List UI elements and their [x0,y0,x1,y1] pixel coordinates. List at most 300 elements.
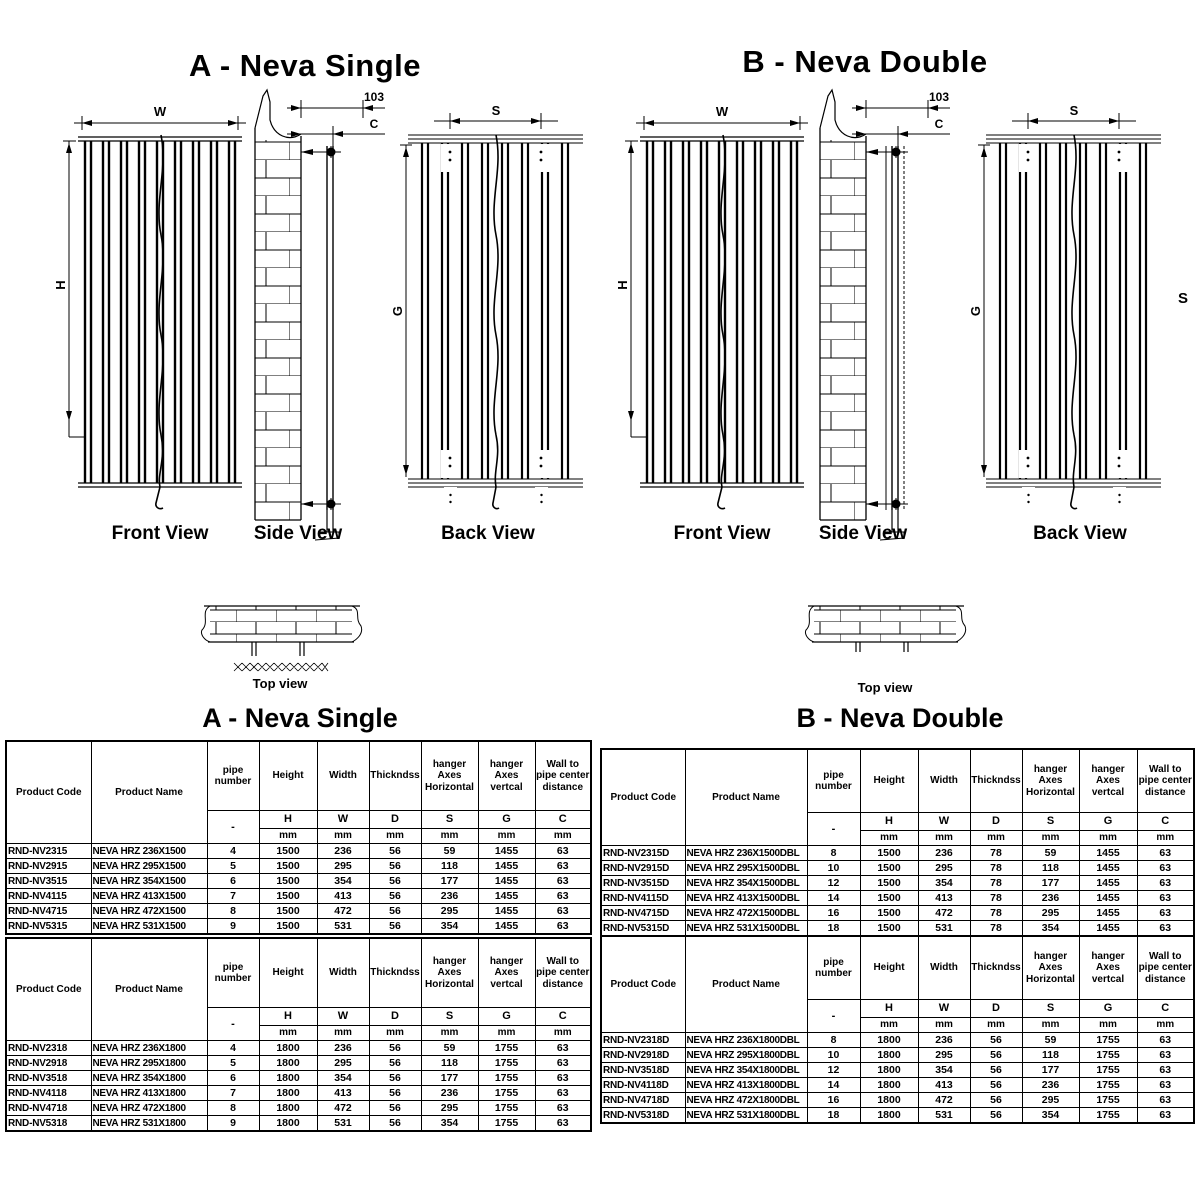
symbol-w: W [317,811,369,829]
table-row [6,1041,591,1056]
height-cell: 1500 [860,921,918,937]
height-cell: 1500 [259,859,317,874]
unit-mm: mm [860,1018,918,1033]
section-title-single: A - Neva Single [188,48,422,83]
symbol-h: H [860,813,918,831]
product-code-cell: RND-NV4115 [6,889,91,904]
wall-distance-cell: 63 [535,1041,591,1056]
wall-distance-cell: 63 [535,1116,591,1132]
unit-mm: mm [1079,1018,1137,1033]
product-name-cell: NEVA HRZ 295X1500 [91,859,207,874]
table-row [6,919,591,935]
product-code-cell: RND-NV2315 [6,844,91,859]
height-cell: 1800 [259,1086,317,1101]
hanger-horizontal-cell: 295 [1022,1093,1079,1108]
product-name-cell: NEVA HRZ 354X1800 [91,1071,207,1086]
product-code-cell: RND-NV3518 [6,1071,91,1086]
product-code-cell: RND-NV3515D [601,876,685,891]
hanger-vertical-cell: 1755 [478,1101,535,1116]
pipe-number-cell: 16 [807,1093,860,1108]
height-cell: 1500 [860,891,918,906]
col-header-product-code: Product Code [6,938,91,1041]
col-header-thickness: Thickndss [970,936,1022,1000]
width-cell: 472 [317,904,369,919]
wall-distance-cell: 63 [1137,906,1194,921]
col-header-hanger-vertical: hanger Axes vertcal [478,741,535,811]
height-cell: 1800 [259,1071,317,1086]
hanger-horizontal-cell: 59 [421,1041,478,1056]
product-code-cell: RND-NV5318 [6,1116,91,1132]
col-header-hanger-horizontal: hanger Axes Horizontal [421,938,478,1008]
height-cell: 1500 [860,906,918,921]
unit-mm: mm [259,1026,317,1041]
width-cell: 531 [918,921,970,937]
height-cell: 1500 [259,919,317,935]
hanger-horizontal-cell: 59 [1022,846,1079,861]
side-view-label-single: Side View [253,523,343,544]
hanger-horizontal-cell: 354 [421,1116,478,1132]
table-row [6,859,591,874]
unit-mm: mm [970,1018,1022,1033]
front-view-label-double: Front View [673,523,771,544]
product-code-cell: RND-NV3518D [601,1063,685,1078]
product-name-cell: NEVA HRZ 413X1800 [91,1086,207,1101]
width-cell: 236 [918,1033,970,1048]
symbol-d: D [369,1008,421,1026]
hanger-horizontal-cell: 295 [421,904,478,919]
unit-mm: mm [317,1026,369,1041]
symbol-d: D [369,811,421,829]
thickness-cell: 56 [369,874,421,889]
hanger-vertical-cell: 1455 [478,844,535,859]
product-name-cell: NEVA HRZ 295X1800DBL [685,1048,807,1063]
top-view-drawing-single [196,598,366,682]
thickness-cell: 56 [970,1033,1022,1048]
symbol-h: H [860,1000,918,1018]
wall-distance-cell: 63 [535,874,591,889]
thickness-cell: 56 [369,1071,421,1086]
wall-distance-cell: 63 [535,844,591,859]
symbol-dash: - [807,813,860,846]
symbol-w: W [918,1000,970,1018]
hanger-horizontal-cell: 177 [421,874,478,889]
side-view-label-double: Side View [818,523,908,544]
product-name-cell: NEVA HRZ 531X1800DBL [685,1108,807,1124]
pipe-number-cell: 9 [207,919,259,935]
unit-mm: mm [478,829,535,844]
col-header-pipe-number: pipe number [807,749,860,813]
product-code-cell: RND-NV4718 [6,1101,91,1116]
spec-table-double-1500 [600,748,1195,937]
col-header-width: Width [317,741,369,811]
thickness-cell: 78 [970,891,1022,906]
unit-mm: mm [535,1026,591,1041]
col-header-width: Width [317,938,369,1008]
table-row [6,844,591,859]
width-cell: 472 [918,1093,970,1108]
table-row [6,889,591,904]
wall-distance-cell: 63 [535,889,591,904]
table-row [601,861,1194,876]
hanger-vertical-cell: 1755 [1079,1093,1137,1108]
col-header-hanger-horizontal: hanger Axes Horizontal [1022,749,1079,813]
thickness-cell: 56 [970,1063,1022,1078]
width-cell: 413 [317,889,369,904]
unit-mm: mm [1022,1018,1079,1033]
hanger-vertical-cell: 1455 [1079,921,1137,937]
width-cell: 295 [918,861,970,876]
col-header-hanger-vertical: hanger Axes vertcal [1079,936,1137,1000]
height-cell: 1500 [259,844,317,859]
dim-103-label: 103 [363,90,385,104]
unit-mm: mm [421,829,478,844]
wall-distance-cell: 63 [535,1101,591,1116]
col-header-width: Width [918,749,970,813]
product-name-cell: NEVA HRZ 531X1500 [91,919,207,935]
pipe-number-cell: 16 [807,906,860,921]
dim-w-label: W [715,104,729,119]
hanger-horizontal-cell: 177 [421,1071,478,1086]
table-row [6,1101,591,1116]
wall-distance-cell: 63 [535,859,591,874]
hanger-vertical-cell: 1755 [1079,1078,1137,1093]
symbol-w: W [918,813,970,831]
col-header-wall-distance: Wall to pipe center distance [1137,749,1194,813]
unit-mm: mm [535,829,591,844]
unit-mm: mm [421,1026,478,1041]
dim-g-label: G [390,305,405,317]
width-cell: 354 [918,1063,970,1078]
product-name-cell: NEVA HRZ 472X1800 [91,1101,207,1116]
hanger-vertical-cell: 1455 [478,874,535,889]
side-view-drawing-single [243,88,393,546]
table-row [601,1078,1194,1093]
hanger-horizontal-cell: 354 [1022,921,1079,937]
product-name-cell: NEVA HRZ 472X1500DBL [685,906,807,921]
product-code-cell: RND-NV4118 [6,1086,91,1101]
product-name-cell: NEVA HRZ 354X1500DBL [685,876,807,891]
front-view-drawing-single [53,104,260,517]
back-view-drawing-double [968,103,1171,517]
symbol-d: D [970,1000,1022,1018]
product-name-cell: NEVA HRZ 413X1500DBL [685,891,807,906]
hanger-horizontal-cell: 118 [1022,861,1079,876]
symbol-w: W [317,1008,369,1026]
spec-table-single-1500 [5,740,592,935]
product-name-cell: NEVA HRZ 236X1800 [91,1041,207,1056]
dim-c-label: C [369,117,379,131]
unit-mm: mm [860,831,918,846]
table-row [6,874,591,889]
table-row [601,1048,1194,1063]
wall-distance-cell: 63 [1137,861,1194,876]
unit-mm: mm [918,831,970,846]
table-row [601,1108,1194,1124]
table-title-single: A - Neva Single [202,703,398,733]
thickness-cell: 78 [970,861,1022,876]
product-code-cell: RND-NV2918 [6,1056,91,1071]
pipe-number-cell: 9 [207,1116,259,1132]
hanger-horizontal-cell: 118 [421,1056,478,1071]
pipe-number-cell: 7 [207,1086,259,1101]
symbol-dash: - [207,811,259,844]
symbol-dash: - [207,1008,259,1041]
width-cell: 413 [918,1078,970,1093]
product-code-cell: RND-NV4118D [601,1078,685,1093]
hanger-horizontal-cell: 354 [1022,1108,1079,1124]
col-header-pipe-number: pipe number [807,936,860,1000]
height-cell: 1500 [259,874,317,889]
col-header-product-name: Product Name [91,741,207,844]
thickness-cell: 56 [369,889,421,904]
col-header-pipe-number: pipe number [207,938,259,1008]
hanger-vertical-cell: 1455 [1079,891,1137,906]
col-header-height: Height [860,936,918,1000]
thickness-cell: 56 [369,1056,421,1071]
col-header-wall-distance: Wall to pipe center distance [1137,936,1194,1000]
height-cell: 1800 [860,1108,918,1124]
back-view-label-double: Back View [1033,523,1127,544]
product-code-cell: RND-NV2915 [6,859,91,874]
hanger-horizontal-cell: 236 [421,889,478,904]
unit-mm: mm [1022,831,1079,846]
symbol-h: H [259,1008,317,1026]
hanger-horizontal-cell: 236 [1022,1078,1079,1093]
dim-s-label: S [1069,103,1079,118]
thickness-cell: 78 [970,906,1022,921]
thickness-cell: 56 [369,1041,421,1056]
symbol-s: S [1022,813,1079,831]
pipe-number-cell: 8 [207,904,259,919]
pipe-number-cell: 14 [807,891,860,906]
hanger-vertical-cell: 1755 [1079,1048,1137,1063]
hanger-vertical-cell: 1455 [478,919,535,935]
wall-distance-cell: 63 [535,1086,591,1101]
height-cell: 1500 [860,861,918,876]
side-view-drawing-double [808,88,958,546]
height-cell: 1800 [259,1101,317,1116]
col-header-width: Width [918,936,970,1000]
symbol-h: H [259,811,317,829]
unit-mm: mm [1079,831,1137,846]
height-cell: 1800 [259,1041,317,1056]
unit-mm: mm [918,1018,970,1033]
dim-h-label: H [53,280,68,290]
hanger-horizontal-cell: 236 [421,1086,478,1101]
col-header-wall-distance: Wall to pipe center distance [535,741,591,811]
product-code-cell: RND-NV2918D [601,1048,685,1063]
section-title-double: B - Neva Double [742,44,988,79]
wall-distance-cell: 63 [1137,891,1194,906]
product-code-cell: RND-NV4718D [601,1093,685,1108]
hanger-vertical-cell: 1755 [478,1041,535,1056]
width-cell: 531 [317,919,369,935]
hanger-vertical-cell: 1455 [478,859,535,874]
pipe-number-cell: 18 [807,921,860,937]
wall-distance-cell: 63 [1137,846,1194,861]
thickness-cell: 56 [970,1093,1022,1108]
unit-mm: mm [317,829,369,844]
height-cell: 1800 [860,1063,918,1078]
col-header-product-code: Product Code [601,749,685,846]
top-view-label-double: Top view [857,680,913,695]
hanger-vertical-cell: 1755 [1079,1033,1137,1048]
pipe-number-cell: 8 [807,846,860,861]
height-cell: 1500 [259,889,317,904]
pipe-number-cell: 4 [207,844,259,859]
product-name-cell: NEVA HRZ 531X1800 [91,1116,207,1132]
hanger-horizontal-cell: 118 [1022,1048,1079,1063]
col-header-thickness: Thickndss [369,741,421,811]
height-cell: 1800 [860,1078,918,1093]
top-view-drawing-double [800,598,970,690]
product-name-cell: NEVA HRZ 354X1500 [91,874,207,889]
width-cell: 354 [317,1071,369,1086]
height-cell: 1800 [259,1056,317,1071]
thickness-cell: 56 [369,904,421,919]
wall-distance-cell: 63 [535,904,591,919]
product-name-cell: NEVA HRZ 472X1500 [91,904,207,919]
wall-distance-cell: 63 [535,1056,591,1071]
thickness-cell: 56 [970,1048,1022,1063]
height-cell: 1800 [259,1116,317,1132]
product-name-cell: NEVA HRZ 354X1800DBL [685,1063,807,1078]
col-header-product-name: Product Name [91,938,207,1041]
col-header-height: Height [259,741,317,811]
hanger-vertical-cell: 1755 [1079,1063,1137,1078]
col-header-product-name: Product Name [685,749,807,846]
wall-distance-cell: 63 [1137,1078,1194,1093]
dim-c-label: C [934,117,944,131]
symbol-s: S [421,811,478,829]
unit-mm: mm [1137,831,1194,846]
col-header-height: Height [860,749,918,813]
width-cell: 531 [317,1116,369,1132]
product-name-cell: NEVA HRZ 531X1500DBL [685,921,807,937]
thickness-cell: 56 [970,1078,1022,1093]
product-name-cell: NEVA HRZ 295X1500DBL [685,861,807,876]
product-name-cell: NEVA HRZ 295X1800 [91,1056,207,1071]
pipe-number-cell: 5 [207,859,259,874]
thickness-cell: 78 [970,921,1022,937]
table-row [601,906,1194,921]
product-code-cell: RND-NV2318 [6,1041,91,1056]
width-cell: 531 [918,1108,970,1124]
product-name-cell: NEVA HRZ 236X1800DBL [685,1033,807,1048]
product-code-cell: RND-NV5318D [601,1108,685,1124]
product-code-cell: RND-NV3515 [6,874,91,889]
width-cell: 472 [918,906,970,921]
pipe-number-cell: 8 [207,1101,259,1116]
height-cell: 1500 [259,904,317,919]
width-cell: 236 [317,844,369,859]
thickness-cell: 78 [970,846,1022,861]
product-code-cell: RND-NV4115D [601,891,685,906]
table-row [6,1071,591,1086]
pipe-number-cell: 10 [807,1048,860,1063]
product-code-cell: RND-NV4715 [6,904,91,919]
col-header-thickness: Thickndss [369,938,421,1008]
symbol-g: G [478,1008,535,1026]
cropped-dim-s-label: S [1178,290,1189,307]
col-header-pipe-number: pipe number [207,741,259,811]
width-cell: 295 [317,1056,369,1071]
hanger-horizontal-cell: 177 [1022,1063,1079,1078]
wall-distance-cell: 63 [1137,1048,1194,1063]
col-header-hanger-vertical: hanger Axes vertcal [478,938,535,1008]
symbol-c: C [535,811,591,829]
width-cell: 236 [918,846,970,861]
pipe-number-cell: 12 [807,1063,860,1078]
dim-s-label: S [491,103,501,118]
unit-mm: mm [478,1026,535,1041]
col-header-hanger-horizontal: hanger Axes Horizontal [1022,936,1079,1000]
thickness-cell: 78 [970,876,1022,891]
thickness-cell: 56 [970,1108,1022,1124]
table-row [6,904,591,919]
unit-mm: mm [259,829,317,844]
product-code-cell: RND-NV5315 [6,919,91,935]
product-code-cell: RND-NV2915D [601,861,685,876]
width-cell: 295 [918,1048,970,1063]
hanger-horizontal-cell: 177 [1022,876,1079,891]
table-title-double: B - Neva Double [796,703,1004,733]
hanger-vertical-cell: 1755 [1079,1108,1137,1124]
height-cell: 1500 [860,846,918,861]
width-cell: 413 [918,891,970,906]
col-header-product-name: Product Name [685,936,807,1033]
height-cell: 1800 [860,1093,918,1108]
symbol-dash: - [807,1000,860,1033]
hanger-vertical-cell: 1455 [478,889,535,904]
product-name-cell: NEVA HRZ 472X1800DBL [685,1093,807,1108]
pipe-number-cell: 5 [207,1056,259,1071]
wall-distance-cell: 63 [1137,876,1194,891]
col-header-product-code: Product Code [6,741,91,844]
unit-mm: mm [369,829,421,844]
table-row [6,1086,591,1101]
wall-distance-cell: 63 [1137,921,1194,937]
pipe-number-cell: 14 [807,1078,860,1093]
hanger-horizontal-cell: 354 [421,919,478,935]
symbol-s: S [1022,1000,1079,1018]
width-cell: 413 [317,1086,369,1101]
table-row [601,876,1194,891]
col-header-product-code: Product Code [601,936,685,1033]
unit-mm: mm [1137,1018,1194,1033]
thickness-cell: 56 [369,919,421,935]
height-cell: 1500 [860,876,918,891]
table-row [601,846,1194,861]
product-code-cell: RND-NV2318D [601,1033,685,1048]
hanger-vertical-cell: 1455 [1079,846,1137,861]
spec-table-double-1800 [600,935,1195,1124]
thickness-cell: 56 [369,844,421,859]
hanger-horizontal-cell: 59 [1022,1033,1079,1048]
height-cell: 1800 [860,1048,918,1063]
thickness-cell: 56 [369,1086,421,1101]
width-cell: 295 [317,859,369,874]
table-row [601,1063,1194,1078]
width-cell: 354 [918,876,970,891]
dim-w-label: W [153,104,167,119]
product-code-cell: RND-NV2315D [601,846,685,861]
product-name-cell: NEVA HRZ 236X1500 [91,844,207,859]
width-cell: 236 [317,1041,369,1056]
pipe-number-cell: 4 [207,1041,259,1056]
dim-h-label: H [615,280,630,290]
wall-distance-cell: 63 [1137,1093,1194,1108]
